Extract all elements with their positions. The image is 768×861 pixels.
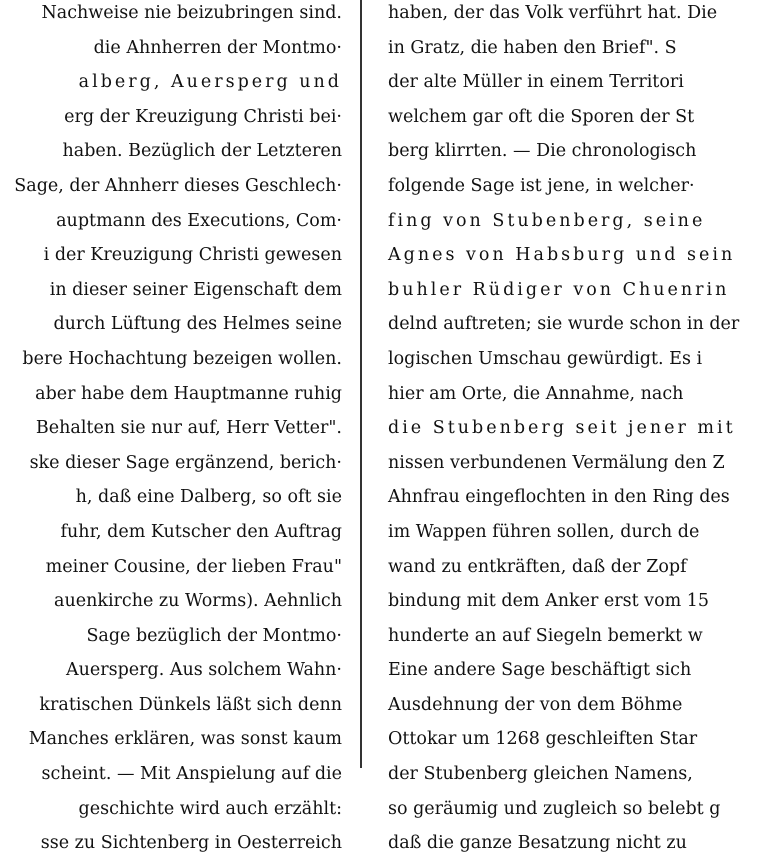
text-line: logischen Umschau gewürdigt. Es i (388, 348, 703, 369)
text-line: durch Lüftung des Helmes seine (53, 314, 342, 335)
text-line: der Stubenberg gleichen Namens, (388, 764, 693, 785)
text-line: Ottokar um 1268 geschleiften Star (388, 729, 698, 750)
text-line: hunderte an auf Siegeln bemerkt w (388, 625, 703, 646)
text-line: geschichte wird auch erzählt: (78, 798, 342, 819)
right-text-column (384, 0, 768, 854)
text-line: Manches erklären, was sonst kaum (28, 729, 342, 750)
text-line: kratischen Dünkels läßt sich denn (39, 694, 342, 715)
text-line: i der Kreuzigung Christi gewesen (43, 245, 342, 266)
text-line: sse zu Sichtenberg in Oesterreich (40, 833, 342, 854)
text-line: auenkirche zu Worms). Aehnlich (54, 591, 342, 612)
text-line: bere Hochachtung bezeigen wollen. (22, 348, 342, 369)
text-line: Auersperg. Aus solchem Wahn· (65, 660, 342, 681)
text-line: alberg, Auersperg und (78, 72, 342, 93)
text-line: in Gratz, die haben den Brief". S (388, 37, 677, 58)
text-line: Sage, der Ahnherr dieses Geschlech· (14, 175, 342, 196)
text-line: Nachweise nie beizubringen sind. (41, 3, 342, 23)
text-line: buhler Rüdiger von Chuenrin (388, 279, 730, 300)
text-line: aber habe dem Hauptmanne ruhig (35, 383, 342, 404)
left-text-column (0, 0, 350, 854)
text-line: in dieser seiner Eigenschaft dem (49, 279, 342, 300)
text-line: Sage bezüglich der Montmo· (86, 625, 342, 646)
text-line: scheint. — Mit Anspielung auf die (41, 764, 342, 785)
text-line: Ausdehnung der von dem Böhme (388, 694, 683, 715)
text-line: Behalten sie nur auf, Herr Vetter". (35, 418, 342, 439)
column-divider (360, 0, 362, 768)
text-line: im Wappen führen sollen, durch de (388, 521, 700, 542)
text-line: h, daß eine Dalberg, so oft sie (75, 487, 342, 508)
text-line: die Stubenberg seit jener mit (388, 418, 736, 439)
text-line: welchem gar oft die Sporen der St (388, 106, 695, 127)
text-line: so geräumig und zugleich so belebt g (388, 798, 721, 819)
text-line: der alte Müller in einem Territori (388, 72, 684, 93)
text-line: fing von Stubenberg, seine (388, 210, 706, 231)
text-line: erg der Kreuzigung Christi bei· (64, 106, 342, 127)
text-line: daß die ganze Besatzung nicht zu (388, 833, 687, 854)
text-line: haben. Bezüglich der Letzteren (62, 141, 342, 162)
text-line: ske dieser Sage ergänzend, berich· (29, 452, 342, 473)
text-line: wand zu entkräften, daß der Zopf (388, 556, 687, 577)
text-line: Eine andere Sage beschäftigt sich (388, 660, 692, 681)
text-line: folgende Sage ist jene, in welcher· (388, 175, 695, 196)
text-line: auptmann des Executions, Com· (56, 210, 342, 231)
text-line: hier am Orte, die Annahme, nach (388, 383, 684, 404)
text-line: berg klirrten. — Die chronologisch (388, 141, 697, 162)
text-line: die Ahnherren der Montmo· (93, 37, 342, 58)
text-line: nissen verbundenen Vermälung den Z (388, 452, 725, 473)
text-line: Agnes von Habsburg und sein (388, 245, 736, 266)
text-line: Ahnfrau eingeflochten in den Ring des (388, 487, 730, 508)
text-line: fuhr, dem Kutscher den Auftrag (60, 521, 342, 542)
text-line: delnd auftreten; sie wurde schon in der (388, 314, 740, 335)
text-line: bindung mit dem Anker erst vom 15 (388, 591, 710, 612)
text-line: haben, der das Volk verführt hat. Die (388, 3, 718, 23)
text-line: meiner Cousine, der lieben Frau" (45, 556, 342, 577)
